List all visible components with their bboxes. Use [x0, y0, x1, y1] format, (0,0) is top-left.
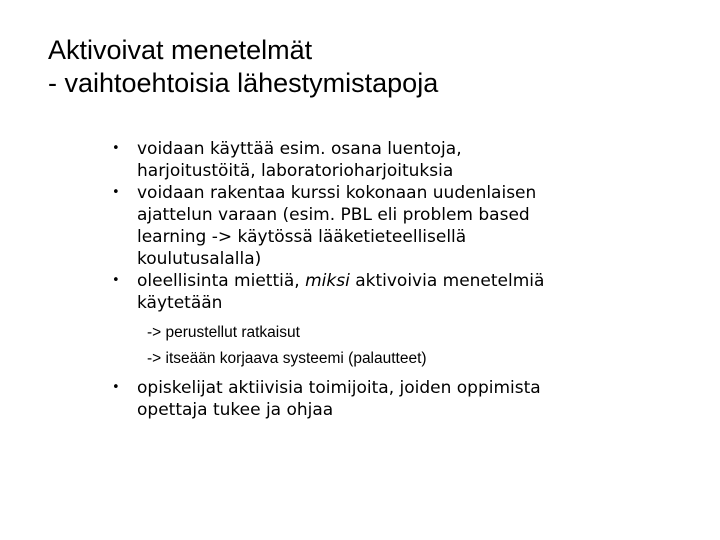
- bullet-text-line: [137, 270, 672, 292]
- bullet-text-line: voidaan käyttää esim. osana luentoja,: [137, 139, 462, 159]
- slide-content: [112, 138, 672, 421]
- sub-item: -> itseään korjaava systeemi (palautteet): [147, 350, 427, 367]
- bullet-text-line: opettaja tukee ja ohjaa: [137, 400, 334, 420]
- bullet-item: [112, 138, 672, 182]
- bullet-text-line: käytetään: [137, 293, 223, 313]
- bullet-item: [112, 377, 672, 421]
- bullet-dot-icon: •: [112, 141, 120, 156]
- bullet-text-segment: oleellisinta miettiä,: [137, 271, 306, 291]
- bullet-dot-icon: •: [112, 380, 120, 395]
- bullet-text-line: learning -> käytössä lääketieteellisellä: [137, 227, 467, 247]
- bullet-item: [112, 182, 672, 270]
- bullet-text-line: koulutusalalla): [137, 249, 262, 269]
- bullet-dot-icon: •: [112, 185, 120, 200]
- bullet-text-line: opiskelijat aktiivisia toimijoita, joiden oppimista: [137, 378, 541, 398]
- sub-item: -> perustellut ratkaisut: [147, 324, 300, 341]
- sub-list: [112, 320, 672, 372]
- emphasis-text: miksi: [305, 271, 350, 291]
- bullet-text-line: harjoitustöitä, laboratorioharjoituksia: [137, 161, 454, 181]
- slide-title: [48, 34, 688, 100]
- bullet-text-segment: aktivoivia menetelmiä: [349, 271, 545, 291]
- bullet-text-line: voidaan rakentaa kurssi kokonaan uudenlaisen: [137, 183, 537, 203]
- title-line-2: - vaihtoehtoisia lähestymistapoja: [48, 68, 439, 98]
- title-line-1: Aktivoivat menetelmät: [48, 35, 313, 65]
- bullet-item: [112, 270, 672, 314]
- bullet-dot-icon: •: [112, 273, 120, 288]
- bullet-text-line: ajattelun varaan (esim. PBL eli problem based: [137, 205, 530, 225]
